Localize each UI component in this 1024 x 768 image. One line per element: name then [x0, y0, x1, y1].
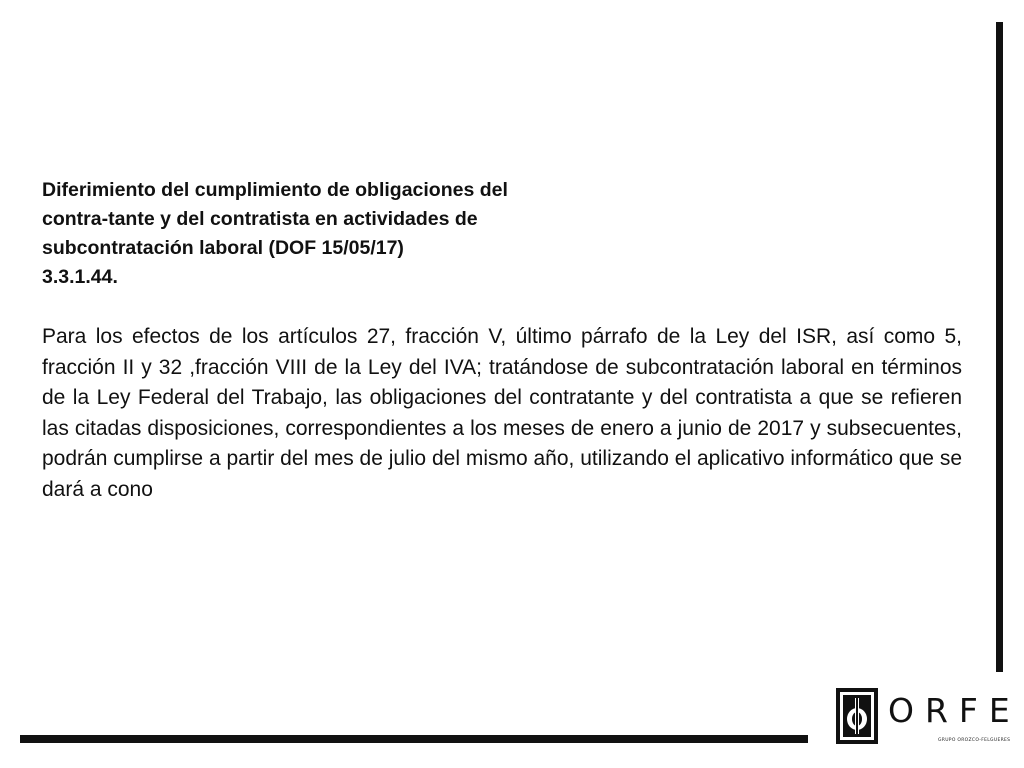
right-vertical-rule: [996, 22, 1003, 672]
orfe-logo: [836, 688, 1021, 748]
rule-number: 3.3.1.44.: [42, 266, 118, 288]
heading-line: subcontratación laboral (DOF 15/05/17): [42, 237, 404, 259]
heading-line: contra-tante y del contratista en actividades de: [42, 208, 478, 230]
phi-emblem-icon: [836, 688, 878, 744]
slide-content: [42, 176, 962, 505]
logo-subtitle: GRUPO OROZCO-FELGUERES: [938, 738, 1011, 743]
heading-line: Diferimiento del cumplimiento de obligaciones del: [42, 179, 508, 201]
body-paragraph: Para los efectos de los artículos 27, fracción V, último párrafo de la Ley del ISR, así como 5, fracción II y 32 ,fracción VIII de la Ley del IVA; tratándose de subcontratación laboral en términos de la Ley Federal del Trabajo, las obligaciones del contratante y del contratista a que se refieren las citadas disposiciones, correspondientes a los meses de enero a junio de 2017 y subsecuentes, podrán cumplirse a partir del mes de julio del mismo año, utilizando el aplicativo informático que se dará a cono: [42, 325, 962, 501]
logo-wordmark: ORFE: [888, 691, 1021, 730]
bottom-horizontal-rule: [20, 735, 808, 743]
slide-heading: [42, 176, 602, 292]
